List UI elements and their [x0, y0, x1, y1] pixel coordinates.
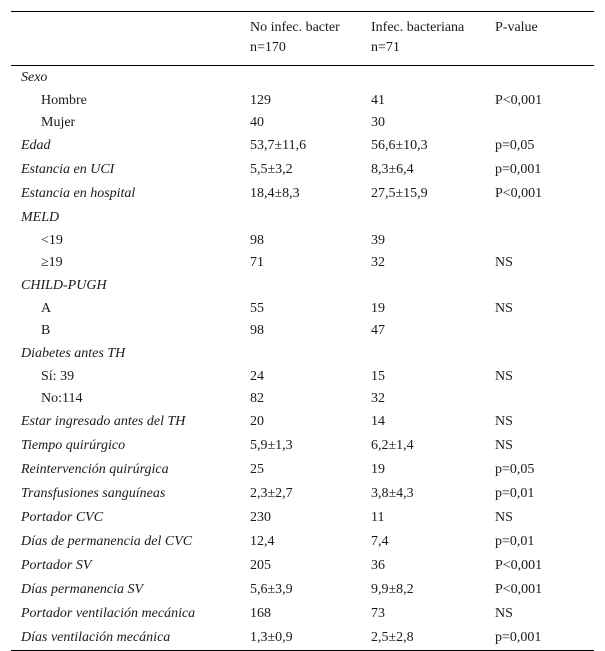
infection-value: 19 [371, 301, 385, 316]
infection-value: 56,6±10,3 [371, 138, 428, 153]
row-label: Portador ventilación mecánica [21, 606, 196, 621]
table-row [11, 626, 594, 651]
p-value: p=0,05 [495, 138, 535, 153]
p-value: P<0,001 [495, 558, 543, 573]
p-value: P<0,001 [495, 93, 543, 108]
infection-value: 30 [371, 115, 385, 130]
header-p-value: P-value [495, 20, 538, 35]
infection-value: 15 [371, 369, 385, 384]
no-infection-value: 25 [250, 462, 264, 477]
no-infection-value [250, 274, 371, 298]
row-label: Portador CVC [21, 510, 104, 525]
table-row [11, 458, 594, 482]
row-label: Portador SV [21, 558, 92, 573]
row-label: Transfusiones sanguíneas [21, 486, 166, 501]
p-value [495, 66, 594, 91]
header-infection-n: n=71 [371, 40, 400, 55]
row-label: A [41, 301, 52, 316]
p-value: P<0,001 [495, 186, 543, 201]
no-infection-value: 20 [250, 414, 264, 429]
p-value: p=0,001 [495, 630, 542, 645]
header-infection-label: Infec. bacteriana [371, 20, 465, 35]
no-infection-value: 12,4 [250, 534, 275, 549]
no-infection-value: 5,9±1,3 [250, 438, 293, 453]
p-value: NS [495, 414, 513, 429]
infection-value: 14 [371, 414, 385, 429]
no-infection-value: 230 [250, 510, 271, 525]
p-value: p=0,001 [495, 162, 542, 177]
infection-value: 73 [371, 606, 385, 621]
infection-value: 36 [371, 558, 385, 573]
table-row [11, 578, 594, 602]
no-infection-value: 71 [250, 255, 264, 270]
no-infection-value: 5,6±3,9 [250, 582, 293, 597]
p-value: NS [495, 301, 513, 316]
header-variable-cell [11, 12, 250, 66]
no-infection-value: 24 [250, 369, 264, 384]
table-row [11, 298, 594, 320]
infection-value: 7,4 [371, 534, 389, 549]
infection-value: 39 [371, 233, 385, 248]
header-row [11, 12, 594, 66]
p-value: NS [495, 255, 513, 270]
table-row [11, 554, 594, 578]
p-value: NS [495, 510, 513, 525]
row-label: Días permanencia SV [21, 582, 144, 597]
table-row [11, 434, 594, 458]
p-value: p=0,01 [495, 534, 535, 549]
p-value [495, 230, 594, 252]
row-label: Días ventilación mecánica [21, 630, 171, 645]
p-value [495, 320, 594, 342]
infection-value: 9,9±8,2 [371, 582, 414, 597]
table-row [11, 158, 594, 182]
table-row [11, 366, 594, 388]
p-value [495, 342, 594, 366]
no-infection-value: 40 [250, 115, 264, 130]
table-row [11, 320, 594, 342]
table-row [11, 66, 594, 91]
no-infection-value: 2,3±2,7 [250, 486, 293, 501]
table-row [11, 530, 594, 554]
row-label: Estancia en hospital [21, 186, 136, 201]
p-value [495, 206, 594, 230]
infection-value: 11 [371, 510, 385, 525]
table-row [11, 388, 594, 410]
row-label: Diabetes antes TH [21, 346, 126, 361]
row-label: CHILD-PUGH [21, 278, 107, 293]
table-row [11, 206, 594, 230]
comparison-table [11, 11, 594, 651]
infection-value: 8,3±6,4 [371, 162, 414, 177]
comparison-table-container [11, 11, 594, 651]
infection-value: 3,8±4,3 [371, 486, 414, 501]
no-infection-value [250, 206, 371, 230]
infection-value: 27,5±15,9 [371, 186, 428, 201]
row-label: Tiempo quirúrgico [21, 438, 126, 453]
infection-value: 19 [371, 462, 385, 477]
row-label: B [41, 323, 51, 338]
no-infection-value: 205 [250, 558, 271, 573]
table-body [11, 66, 594, 651]
table-row [11, 274, 594, 298]
p-value: P<0,001 [495, 582, 543, 597]
infection-value: 47 [371, 323, 385, 338]
table-row [11, 230, 594, 252]
p-value: NS [495, 606, 513, 621]
infection-value: 32 [371, 391, 385, 406]
table-row [11, 112, 594, 134]
table-header [11, 12, 594, 66]
no-infection-value: 55 [250, 301, 264, 316]
header-infection [371, 12, 495, 66]
table-row [11, 482, 594, 506]
header-no-infection [250, 12, 371, 66]
row-label: Estar ingresado antes del TH [21, 414, 186, 429]
table-row [11, 134, 594, 158]
row-label: <19 [41, 233, 63, 248]
row-label: Edad [21, 138, 51, 153]
row-label: Días de permanencia del CVC [21, 534, 193, 549]
table-row [11, 342, 594, 366]
table-row [11, 90, 594, 112]
p-value [495, 388, 594, 410]
header-no-infection-label: No infec. bacter [250, 20, 340, 35]
table-row [11, 410, 594, 434]
infection-value: 41 [371, 93, 385, 108]
row-label: ≥19 [41, 255, 63, 270]
table-row [11, 182, 594, 206]
infection-value: 2,5±2,8 [371, 630, 414, 645]
table-row [11, 252, 594, 274]
infection-value [371, 342, 495, 366]
no-infection-value: 82 [250, 391, 264, 406]
row-label: Mujer [41, 115, 76, 130]
row-label: Sí: 39 [41, 369, 75, 384]
p-value: p=0,05 [495, 462, 535, 477]
p-value: NS [495, 369, 513, 384]
no-infection-value: 1,3±0,9 [250, 630, 293, 645]
p-value: NS [495, 438, 513, 453]
no-infection-value: 18,4±8,3 [250, 186, 300, 201]
no-infection-value: 53,7±11,6 [250, 138, 307, 153]
no-infection-value: 168 [250, 606, 271, 621]
no-infection-value [250, 342, 371, 366]
infection-value: 6,2±1,4 [371, 438, 414, 453]
p-value: p=0,01 [495, 486, 535, 501]
table-row [11, 602, 594, 626]
no-infection-value: 98 [250, 323, 264, 338]
table-row [11, 506, 594, 530]
no-infection-value: 98 [250, 233, 264, 248]
no-infection-value: 5,5±3,2 [250, 162, 293, 177]
infection-value [371, 66, 495, 91]
infection-value: 32 [371, 255, 385, 270]
p-value [495, 112, 594, 134]
row-label: No:114 [41, 391, 83, 406]
row-label: Sexo [21, 70, 48, 85]
infection-value [371, 206, 495, 230]
row-label: Estancia en UCI [21, 162, 115, 177]
row-label: MELD [21, 210, 60, 225]
no-infection-value [250, 66, 371, 91]
p-value [495, 274, 594, 298]
row-label: Hombre [41, 93, 87, 108]
infection-value [371, 274, 495, 298]
row-label: Reintervención quirúrgica [21, 462, 169, 477]
no-infection-value: 129 [250, 93, 271, 108]
header-no-infection-n: n=170 [250, 40, 286, 55]
